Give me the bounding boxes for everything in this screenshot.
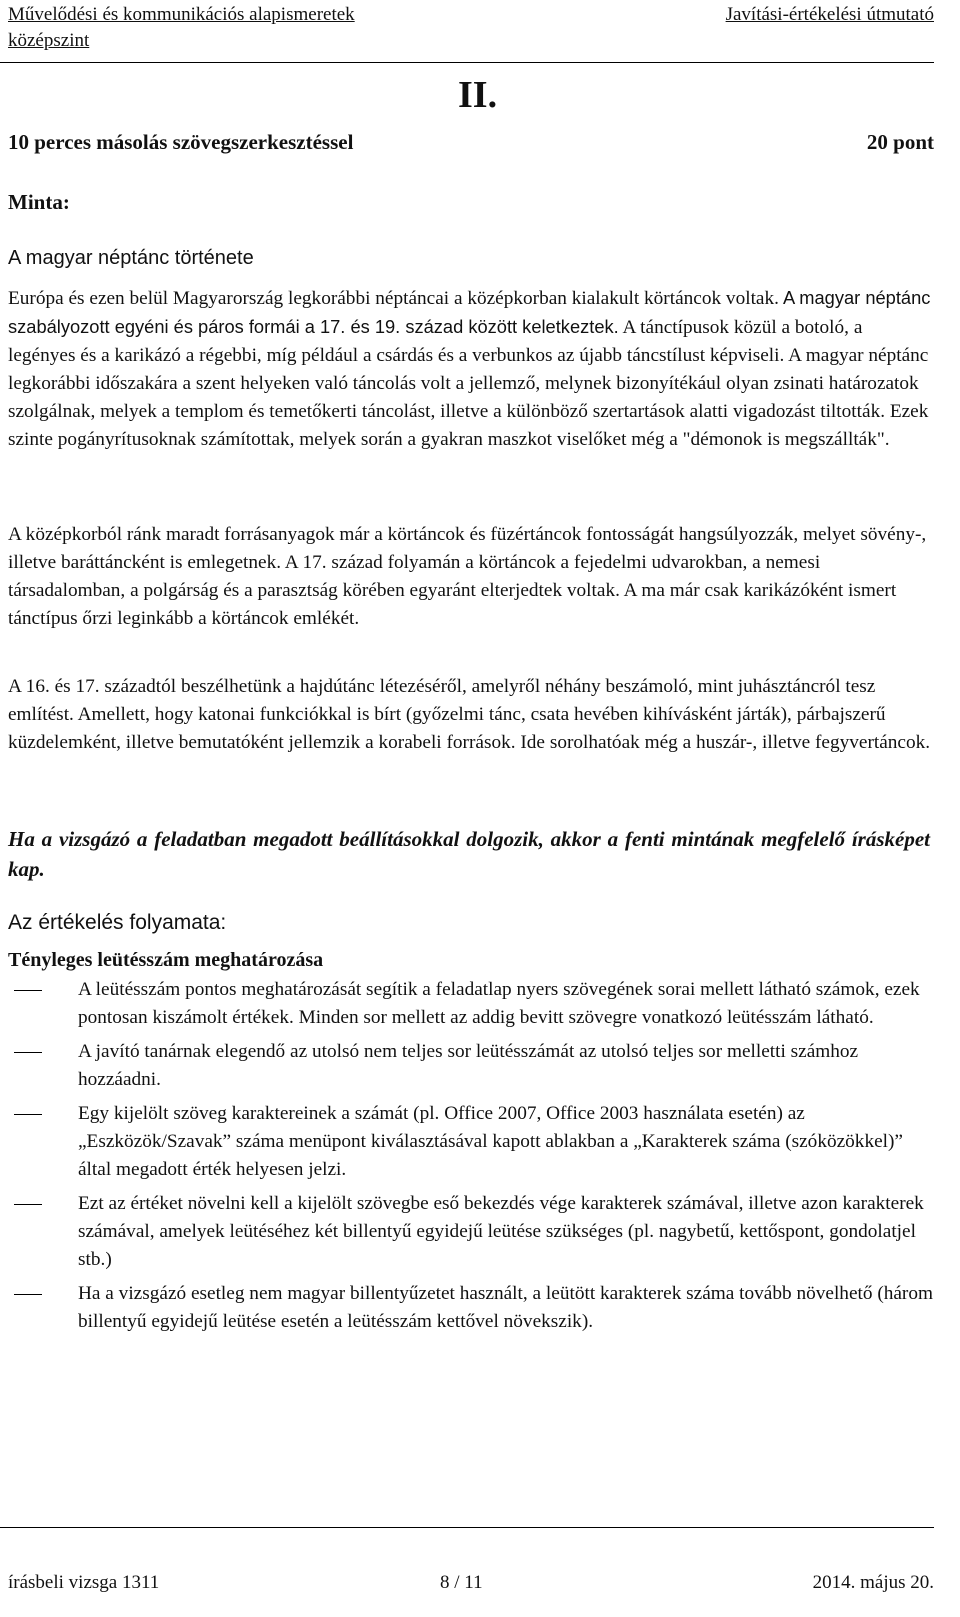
footer-divider — [0, 1527, 934, 1528]
task-title: 10 perces másolás szövegszerkesztéssel — [8, 130, 354, 154]
sample-title: A magyar néptánc története — [8, 247, 254, 269]
sample-p1-part-d: A magyar néptánc legkorábbi időszakára a szent helyeken való táncolás volt a jellemző, melynek bizonyítékául olyan zsinati határozatok szolgálnak, melyek a templom és temetőkerti táncolást, illetve a különböző szertartások alatti vigadozást tiltották. — [8, 345, 929, 422]
list-item — [8, 1038, 934, 1094]
header-left — [8, 2, 355, 54]
footer-date: 2014. május 20. — [812, 1572, 934, 1593]
dash-icon — [14, 1294, 42, 1295]
dash-icon — [14, 1204, 42, 1205]
dash-icon — [14, 1052, 42, 1053]
task-points: 20 pont — [866, 130, 934, 154]
page-footer — [8, 1572, 934, 1594]
list-item-text: A javító tanárnak elegendő az utolsó nem teljes sor leütésszámát az utolsó teljes sor melletti számhoz hozzáadni. — [78, 1041, 859, 1090]
header-level: középszint — [8, 30, 90, 51]
section-number: II. — [458, 74, 498, 116]
list-item-text: Egy kijelölt szöveg karaktereinek a számát (pl. Office 2007, Office 2003 használata esetén) az „Eszközök/Szavak” száma menüpont kiválasztásával kapott ablakban a „Karakterek száma (szóközökkel)” által megadott érték helyesen jelzi. — [78, 1103, 903, 1180]
sample-paragraph-2 — [8, 521, 934, 633]
sample-p2-part-a: A középkorból ránk maradt forrásanyagok már a körtáncok és füzértáncok fontosságát hangsúlyozzák, melyet sövény-, illetve baráttáncként is emlegetnek. A 17. — [8, 524, 927, 573]
footer-exam: írásbeli vizsga 1311 — [8, 1572, 160, 1593]
list-item-text: Ha a vizsgázó esetleg nem magyar billentyűzetet használt, a leütött karakterek száma tovább növelhető (három billentyű egyidejű leütése esetén a leütésszám kettővel növekszik). — [78, 1283, 933, 1332]
list-item — [8, 976, 934, 1032]
sample-p1-part-b: A magyar néptánc szabályozott egyéni és páros formái a 17. és 19. század között keletkeztek. — [8, 287, 931, 337]
sample-paragraph-3 — [8, 673, 934, 757]
header-subject: Művelődési és kommunikációs alapismeretek — [8, 4, 355, 25]
list-item-text: Ezt az értéket növelni kell a kijelölt szövegbe eső bekezdés vége karakterek számával, illetve azon karakterek számával, amelyek leütéséhez két billentyű egyidejű leütése szükséges (pl. nagybetű, kettőspont, gondolatjel stb.) — [78, 1193, 924, 1270]
formatting-note: Ha a vizsgázó a feladatban megadott beállításokkal dolgozik, akkor a fenti mintának megfelelő írásképet kap. — [8, 827, 930, 881]
list-item — [8, 1280, 934, 1336]
evaluation-list — [8, 976, 934, 1342]
list-item — [8, 1100, 934, 1184]
list-item-text: A leütésszám pontos meghatározását segítik a feladatlap nyers szövegének sorai mellett látható számok, ezek pontosan kiszámolt értékek. Minden sor mellett az addig bevitt szövegre vonatkozó leütésszám látható. — [78, 979, 920, 1028]
dash-icon — [14, 990, 42, 991]
header-doc-type: Javítási-értékelési útmutató — [725, 4, 934, 25]
sample-p3-part-b: századtól beszélhetünk a hajdútánc létezéséről, amelyről néhány beszámoló, mint juhásztáncról tesz említést. Amellett, hogy katonai funkciókkal is bírt (győzelmi tánc, csata hevében kihívásként járták), párbajszerű küzdelemként, illetve bemutatóként jellemzik a korabeli források. Ide sorolhatóak még a huszár-, illetve fegyvertáncok. — [8, 676, 931, 753]
task-heading — [8, 130, 934, 155]
sample-p3-part-a: A 16. és 17. — [8, 676, 100, 697]
dash-icon — [14, 1114, 42, 1115]
sample-label: Minta: — [8, 190, 70, 214]
list-item — [8, 1190, 934, 1274]
sample-p1-part-e: Ezek szinte pogányrítusoknak számítottak, melyek során a gyakran maszkot viselőket még a "démonok is megszállták". — [8, 401, 929, 450]
page-number: 8 / 11 — [440, 1572, 483, 1593]
evaluation-subtitle: Tényleges leütésszám meghatározása — [8, 949, 324, 971]
evaluation-title: Az értékelés folyamata: — [8, 911, 227, 934]
sample-p2-part-b: század folyamán a körtáncok a fejedelmi udvarokban, a nemesi társadalomban, a polgárság és a parasztság körében egyaránt elterjedtek voltak. A ma már csak karikázóként ismert tánctípus őrzi leginkább a körtáncok emlékét. — [8, 552, 897, 629]
header-divider — [0, 62, 934, 63]
sample-p1-part-c: A tánctípusok közül a botoló, a legényes és a karikázó a régebbi, míg például a csárdás és a verbunkos az újabb táncstílust képviseli. — [8, 317, 863, 366]
sample-paragraph-1 — [8, 284, 934, 454]
sample-p1-part-a: Európa és ezen belül Magyarország legkorábbi néptáncai a középkorban kialakult körtáncok voltak. — [8, 288, 779, 309]
